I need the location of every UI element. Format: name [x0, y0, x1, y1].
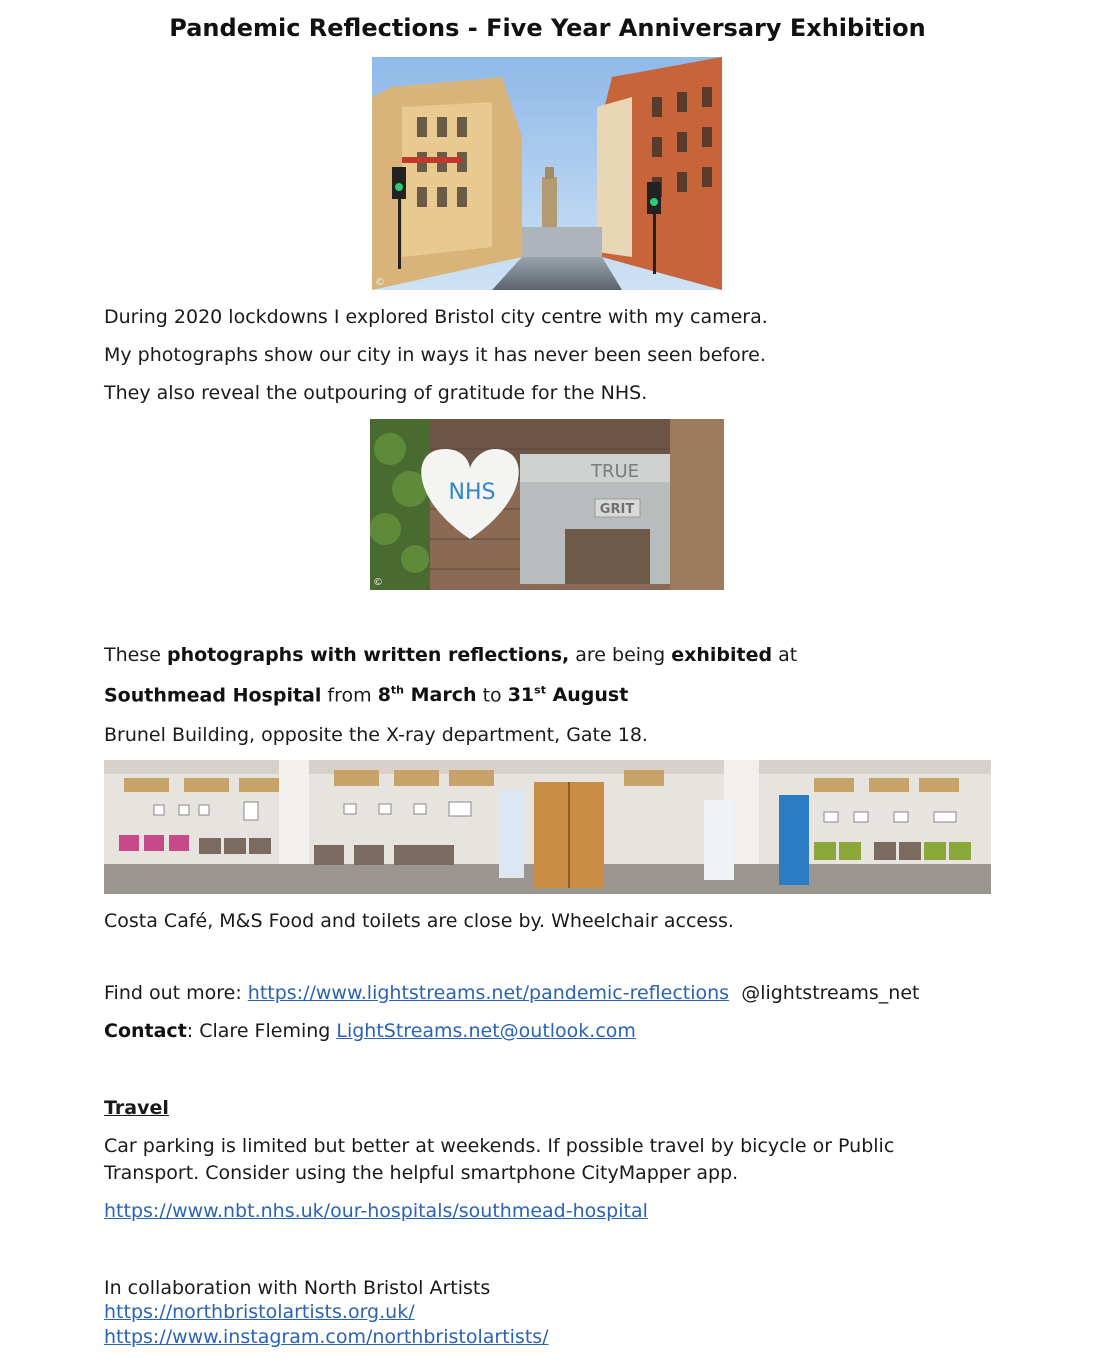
travel-line-1: Car parking is limited but better at weekends. If possible travel by bicycle or Public — [104, 1135, 895, 1157]
instagram-link[interactable]: https://www.instagram.com/northbristolartists/ — [104, 1326, 549, 1348]
copyright-mark: © — [373, 577, 383, 588]
street-photo-illustration — [372, 57, 722, 290]
copyright-mark: © — [375, 277, 385, 288]
hospital-corridor-photo — [104, 760, 991, 894]
intro-line-2: My photographs show our city in ways it has never been seen before. — [104, 344, 766, 366]
street-photo — [372, 57, 722, 290]
lightstreams-link[interactable]: https://www.lightstreams.net/pandemic-reflections — [247, 982, 730, 1004]
hospital-corridor-illustration — [104, 760, 991, 894]
exhibit-location: Brunel Building, opposite the X-ray department, Gate 18. — [104, 724, 648, 746]
hospital-link[interactable]: https://www.nbt.nhs.uk/our-hospitals/southmead-hospital — [104, 1200, 648, 1222]
collab-link-line-2 — [104, 1326, 549, 1348]
intro-line-3: They also reveal the outpouring of gratitude for the NHS. — [104, 382, 648, 404]
find-out-more: Find out more: https://www.lightstreams.net/pandemic-reflections @lightstreams_net — [104, 982, 920, 1004]
intro-line-1: During 2020 lockdowns I explored Bristol city centre with my camera. — [104, 306, 768, 328]
travel-link-line — [104, 1200, 648, 1222]
facilities-note: Costa Café, M&S Food and toilets are close by. Wheelchair access. — [104, 910, 734, 932]
exhibit-line-2: Southmead Hospital from 8th March to 31st August — [104, 684, 629, 707]
exhibit-line-1: These photographs with written reflections, are being exhibited at — [104, 644, 798, 666]
heart-text: NHS — [448, 480, 496, 505]
page-title: Pandemic Reflections - Five Year Anniversary Exhibition — [169, 14, 926, 42]
stone-text: GRIT — [599, 502, 635, 517]
contact-email-link[interactable]: LightStreams.net@outlook.com — [336, 1020, 636, 1042]
travel-line-2: Transport. Consider using the helpful smartphone CityMapper app. — [104, 1162, 739, 1184]
north-bristol-artists-link[interactable]: https://northbristolartists.org.uk/ — [104, 1301, 415, 1323]
social-handle: @lightstreams_net — [741, 982, 920, 1004]
nhs-graffiti-illustration — [370, 419, 724, 590]
nhs-graffiti-photo — [370, 419, 724, 590]
collab-link-line-1 — [104, 1301, 415, 1323]
travel-heading: Travel — [104, 1097, 169, 1119]
collab-text: In collaboration with North Bristol Artists — [104, 1277, 491, 1299]
scribble-text: TRUE — [590, 461, 640, 482]
contact-line: Contact: Clare Fleming LightStreams.net@outlook.com — [104, 1020, 636, 1042]
